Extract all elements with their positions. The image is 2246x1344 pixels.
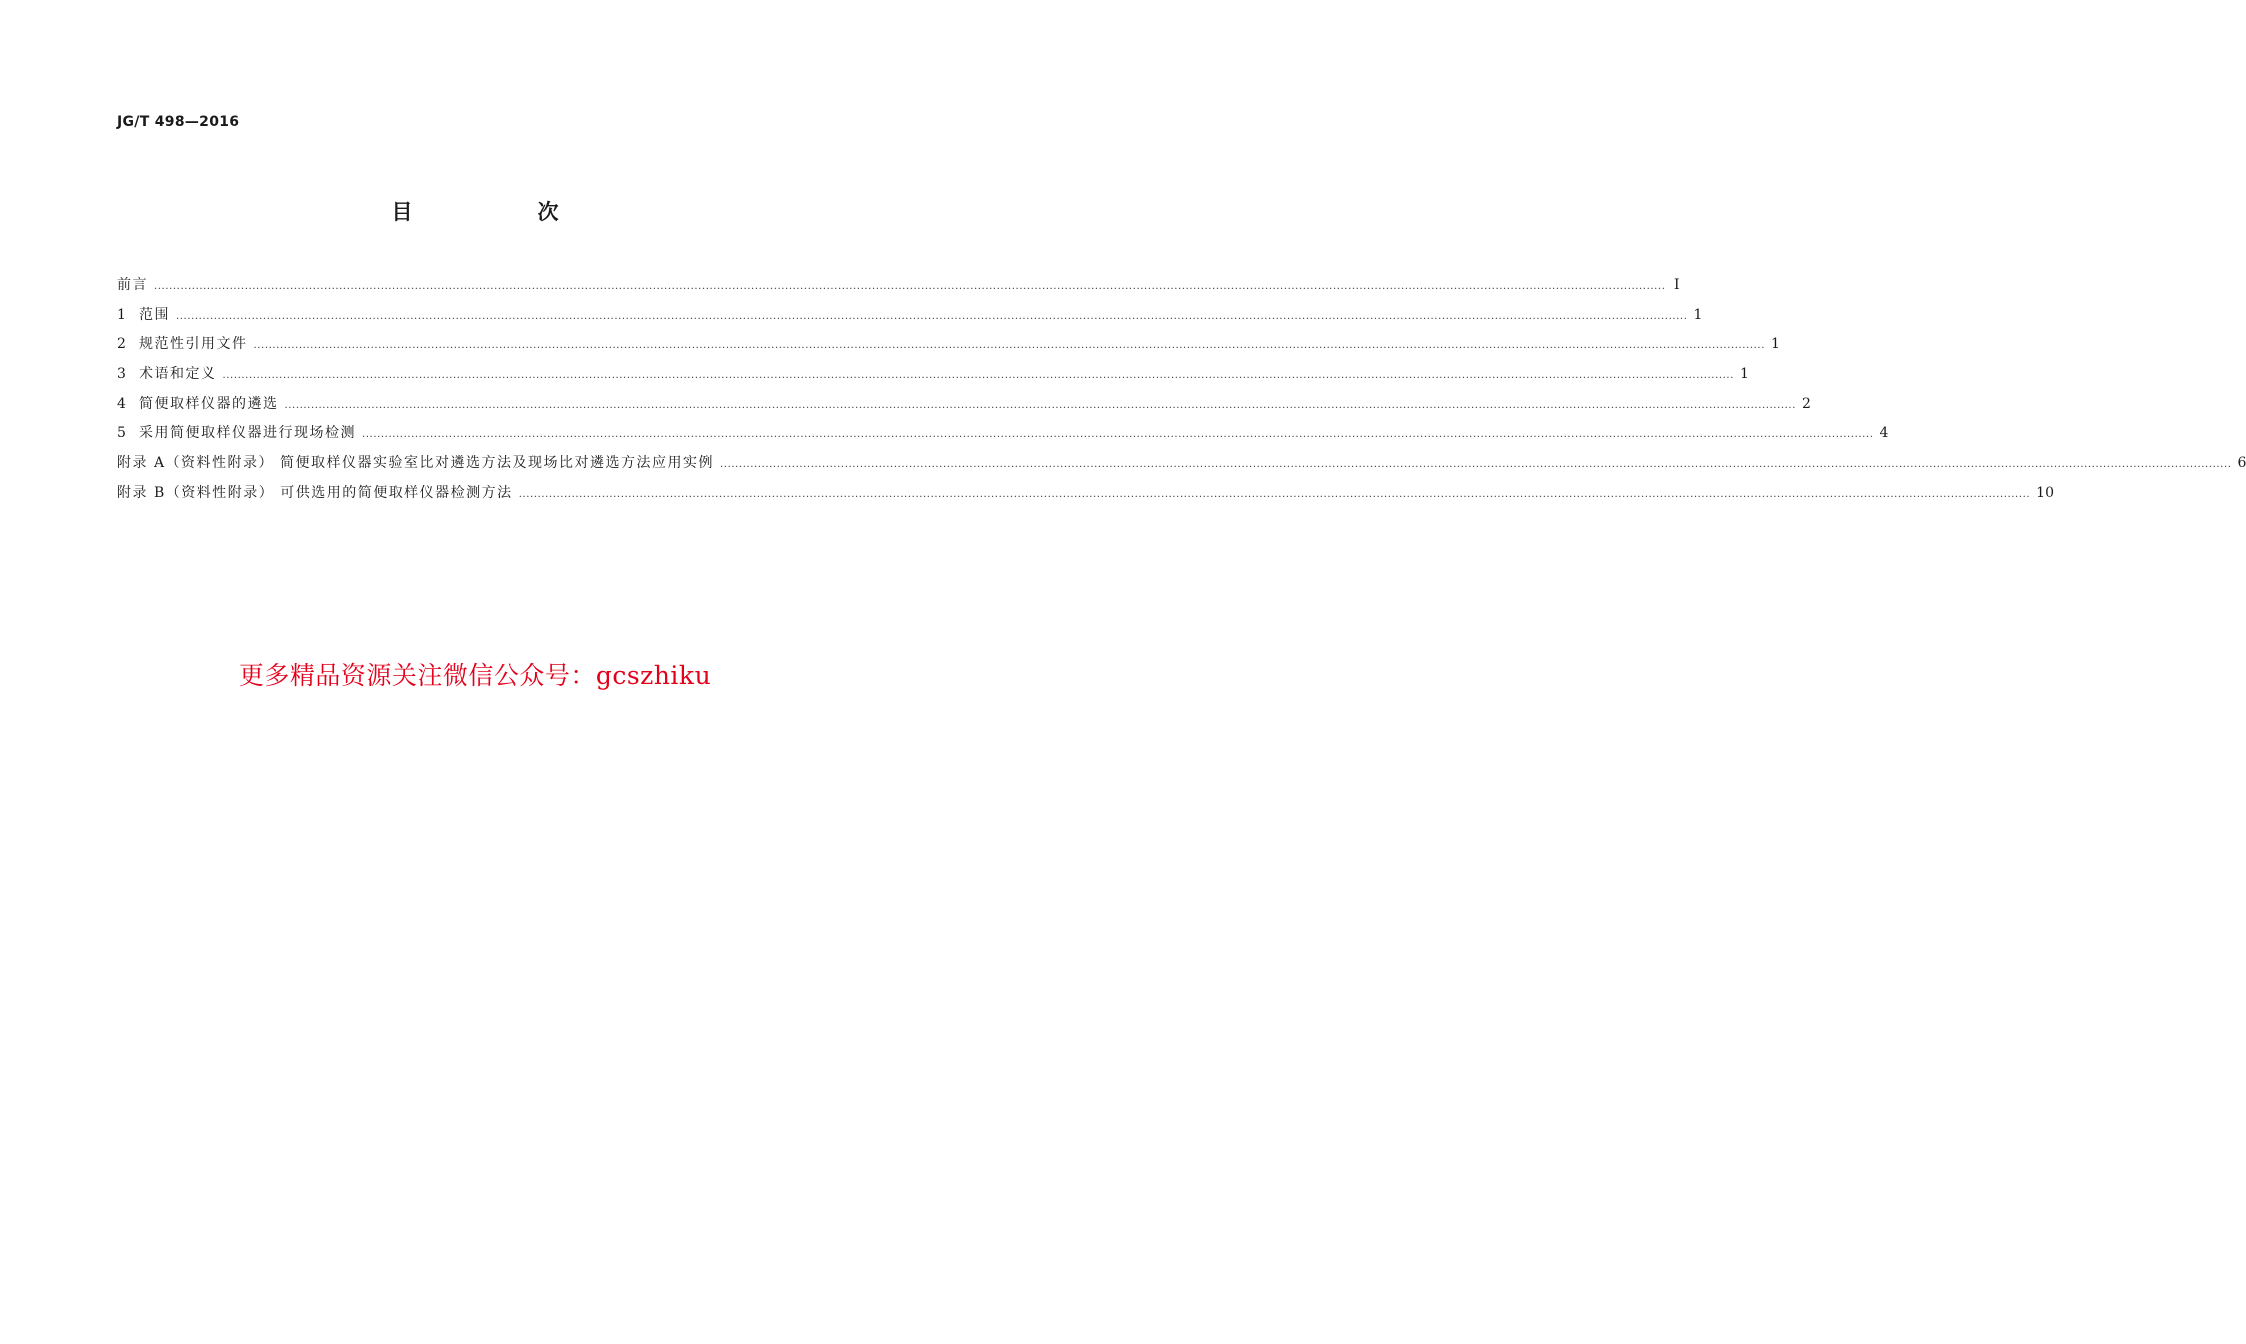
dot-leader: ................................................................................................................................................................................................................................................................................................................................................................................................................ xyxy=(518,488,2031,500)
toc-entry-appendix-a[interactable] xyxy=(117,453,2246,483)
toc-entry-number: 4 xyxy=(117,395,126,412)
toc-entry-label: 简便取样仪器的遴选 xyxy=(139,395,279,412)
toc-entry-label: 附录 A（资料性附录） 简便取样仪器实验室比对遴选方法及现场比对遴选方法应用实例 xyxy=(117,455,715,472)
toc-entry-number: 2 xyxy=(117,336,126,353)
toc-entry-label: 采用简便取样仪器进行现场检测 xyxy=(139,425,356,442)
toc-entry-page: 4 xyxy=(1879,425,1889,442)
toc-entry-normative-references[interactable] xyxy=(117,334,1780,364)
toc-entry-label: 附录 B（资料性附录） 可供选用的简便取样仪器检测方法 xyxy=(117,484,513,501)
dot-leader: ................................................................................................................................................................................................................................................................................................................................................................................................................ xyxy=(176,310,1688,322)
dot-leader: ................................................................................................................................................................................................................................................................................................................................................................................................................ xyxy=(253,340,1765,352)
toc-entry-label: 范围 xyxy=(139,306,170,323)
dot-leader: ................................................................................................................................................................................................................................................................................................................................................................................................................ xyxy=(222,370,1734,382)
toc-entry-instrument-selection[interactable] xyxy=(117,394,1811,424)
toc-entry-appendix-b[interactable] xyxy=(117,483,2054,513)
dot-leader: ................................................................................................................................................................................................................................................................................................................................................................................................................ xyxy=(720,459,2232,471)
toc-entry-page: 1 xyxy=(1739,366,1749,383)
toc-entry-page: Ⅰ xyxy=(1673,277,1680,293)
toc-entry-scope[interactable] xyxy=(117,305,1703,335)
toc-entry-label: 规范性引用文件 xyxy=(139,336,248,353)
promo-watermark-text: 更多精品资源关注微信公众号：gcszhiku xyxy=(238,661,712,690)
toc-entry-number: 5 xyxy=(117,425,126,442)
toc-entry-terms-definitions[interactable] xyxy=(117,364,1749,394)
toc-entry-page: 1 xyxy=(1770,336,1780,353)
toc-entry-page: 6 xyxy=(2237,455,2246,472)
toc-entry-number: 1 xyxy=(117,306,126,323)
table-of-contents xyxy=(117,275,2246,513)
toc-entry-label: 前言 xyxy=(117,277,148,293)
toc-entry-page: 2 xyxy=(1801,395,1811,412)
dot-leader: ................................................................................................................................................................................................................................................................................................................................................................................................................ xyxy=(284,399,1796,411)
standard-number: JG/T 498—2016 xyxy=(117,114,240,130)
toc-entry-number: 3 xyxy=(117,366,126,383)
toc-entry-field-testing[interactable] xyxy=(117,423,1889,453)
toc-entry-foreword[interactable] xyxy=(117,275,1680,305)
dot-leader: ................................................................................................................................................................................................................................................................................................................................................................................................................ xyxy=(362,429,1874,441)
toc-entry-page: 10 xyxy=(2036,484,2054,501)
toc-entry-label: 术语和定义 xyxy=(139,366,217,383)
toc-title: 目 次 xyxy=(391,200,611,224)
dot-leader: ................................................................................................................................................................................................................................................................................................................................................................................................................ xyxy=(154,281,1666,292)
toc-entry-page: 1 xyxy=(1693,306,1703,323)
